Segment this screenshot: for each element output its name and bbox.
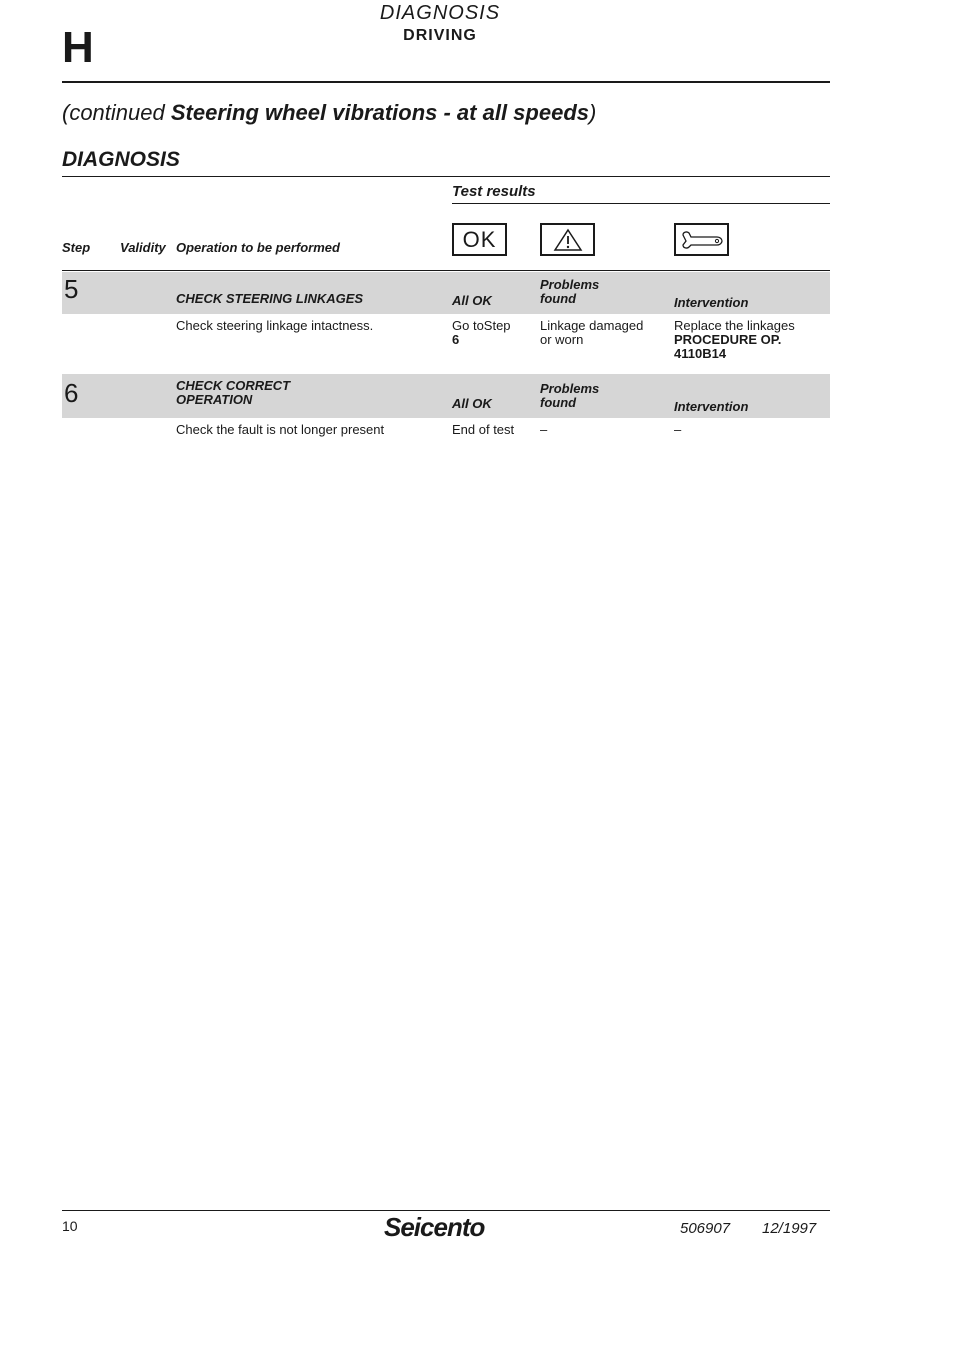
step-5-intervention-line-1: Replace the linkages: [674, 318, 795, 333]
column-step: Step: [62, 240, 91, 255]
column-operation: Operation to be performed: [176, 240, 340, 255]
step-6-title-line-2: OPERATION: [176, 392, 253, 407]
step-6-problems-line-2: found: [540, 395, 577, 410]
step-5-problems-line-1: Problems: [540, 277, 600, 292]
step-5-problems-line-2: found: [540, 291, 577, 306]
step-5-problem-result-line-1: Linkage damaged: [540, 318, 644, 333]
column-validity: Validity: [120, 240, 166, 255]
page-subtitle: [62, 100, 596, 126]
table-top-rule: [62, 270, 830, 271]
document-code: 506907: [680, 1220, 731, 1237]
footer-rule: [62, 1210, 830, 1211]
step-6-intervention-label: Intervention: [674, 399, 749, 414]
step-5-operation: Check steering linkage intactness.: [176, 318, 374, 333]
step-6-all-ok-label: All OK: [452, 396, 492, 411]
step-5-number: 5: [64, 274, 79, 304]
step-5-problems-label: [540, 278, 599, 306]
step-5-problem-result: [540, 319, 643, 347]
test-results-rule: [452, 203, 830, 204]
step-6-problems-line-1: Problems: [540, 381, 600, 396]
step-5-procedure-ref: PROCEDURE OP.: [674, 332, 782, 347]
step-6-title: [176, 379, 290, 407]
ok-icon: [452, 223, 507, 256]
step-5-ok-result-line-1: Go toStep: [452, 318, 511, 333]
step-6-number: 6: [64, 378, 79, 408]
warning-triangle-glyph: [553, 228, 583, 252]
step-6-problems-label: [540, 382, 599, 410]
header-subtitle: DRIVING: [403, 27, 477, 44]
wrench-icon: [674, 223, 729, 256]
step-5-procedure-code: 4110B14: [674, 346, 727, 361]
step-5-intervention-label: Intervention: [674, 295, 749, 310]
step-6-ok-result: End of test: [452, 422, 515, 437]
ok-icon-label: OK: [462, 226, 497, 252]
step-5-all-ok-label: All OK: [452, 293, 492, 308]
page-subtitle-topic: Steering wheel vibrations - at all speeds: [170, 100, 589, 125]
page-subtitle-suffix: ): [589, 100, 597, 125]
step-5-problem-result-line-2: or worn: [540, 332, 584, 347]
step-6-problem-result: –: [540, 422, 548, 437]
step-5-ok-result: [452, 319, 511, 347]
step-5-ok-result-line-2: 6: [452, 332, 460, 347]
step-6-intervention: –: [674, 422, 682, 437]
step-6-operation: Check the fault is not longer present: [176, 422, 385, 437]
header-title: DIAGNOSIS: [379, 2, 501, 24]
brand-logo: Seicento: [384, 1212, 485, 1242]
page-subtitle-prefix: (continued: [62, 100, 171, 125]
step-5-intervention: [674, 319, 795, 361]
step-5-title: CHECK STEERING LINKAGES: [176, 291, 364, 306]
diagnosis-heading: DIAGNOSIS: [62, 148, 180, 171]
page-number: 10: [62, 1218, 78, 1234]
section-letter: H: [62, 23, 94, 72]
test-results-label: Test results: [452, 183, 536, 200]
step-6-title-line-1: CHECK CORRECT: [176, 378, 291, 393]
header-rule: [62, 81, 830, 83]
warning-triangle-icon: [540, 223, 595, 256]
document-date: 12/1997: [762, 1220, 817, 1237]
diagnosis-rule: [62, 176, 830, 177]
wrench-glyph: [679, 229, 725, 251]
